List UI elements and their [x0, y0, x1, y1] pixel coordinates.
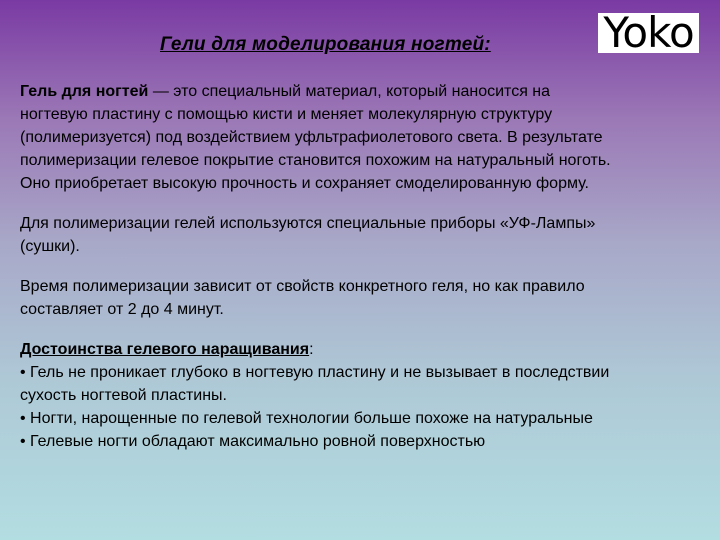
advantage-2: • Ногти, нарощенные по гелевой технологии больше похоже на натуральные	[20, 410, 593, 427]
advantages-heading-line	[20, 338, 700, 361]
advantages-heading-suffix: :	[309, 341, 314, 358]
advantages-heading: Достоинства гелевого наращивания	[20, 341, 310, 358]
definition-paragraph	[20, 80, 700, 195]
advantages-paragraph	[20, 338, 700, 453]
definition-line-5: Оно приобретает высокую прочность и сохраняет смоделированную форму.	[20, 175, 589, 192]
lamps-line-1: Для полимеризации гелей используются специальные приборы «УФ-Лампы»	[20, 215, 596, 232]
advantage-1-line-2: сухость ногтевой пластины.	[20, 387, 227, 404]
advantage-3: • Гелевые ногти обладают максимально ровной поверхностью	[20, 433, 486, 450]
time-line-1: Время полимеризации зависит от свойств конкретного геля, но как правило	[20, 278, 585, 295]
main-content	[20, 80, 700, 470]
definition-line-3: (полимеризуется) под воздействием уфльтрафиолетового света. В результате	[20, 129, 603, 146]
definition-line-4: полимеризации гелевое покрытие становится похожим на натуральный ноготь.	[20, 152, 611, 169]
advantage-1-line-1: • Гель не проникает глубоко в ногтевую пластину и не вызывает в последствии	[20, 364, 610, 381]
time-paragraph	[20, 275, 700, 321]
definition-line-1-rest: — это специальный материал, который наносится на	[148, 83, 551, 100]
definition-line-2: ногтевую пластину с помощью кисти и меняет молекулярную структуру	[20, 106, 553, 123]
lamps-line-2: (сушки).	[20, 238, 80, 255]
lamps-paragraph	[20, 212, 700, 258]
time-line-2: составляет от 2 до 4 минут.	[20, 301, 224, 318]
yoko-logo: Yoko	[598, 13, 699, 53]
definition-line-1	[20, 80, 700, 103]
page-title: Гели для моделирования ногтей:	[160, 34, 491, 55]
definition-term: Гель для ногтей	[20, 83, 149, 100]
